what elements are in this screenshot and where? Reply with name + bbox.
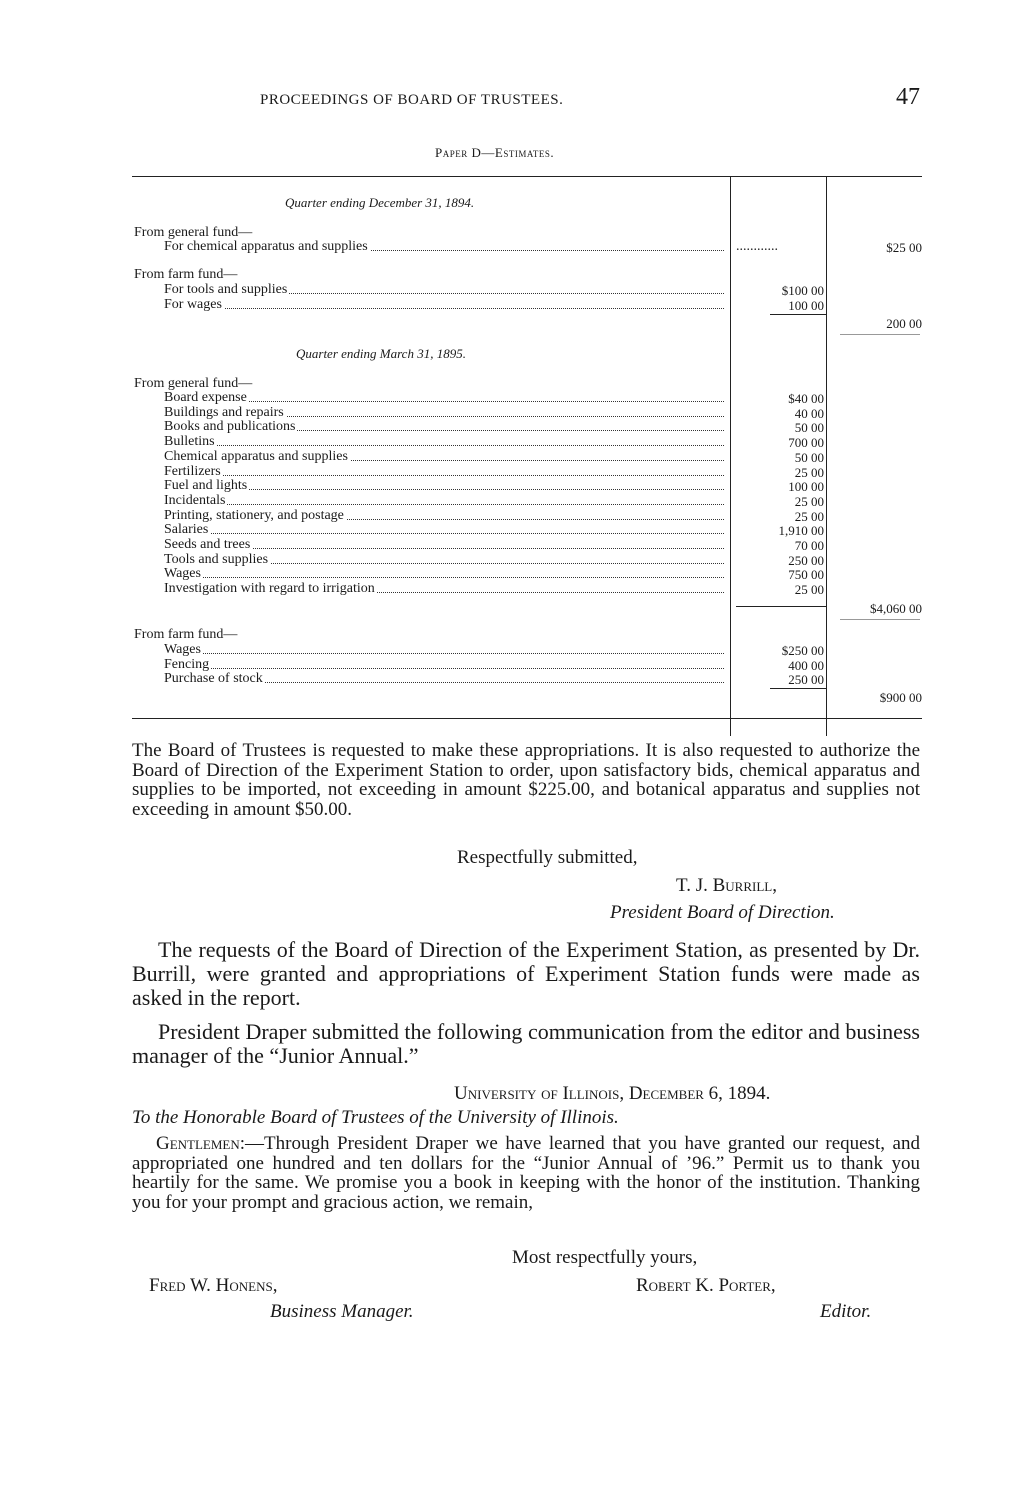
body-paragraph-1: The requests of the Board of Direction of the Experiment Station, as presented by Dr. Burrill, were granted and appropriations of Experiment Station funds were made as asked in the report. — [132, 937, 920, 1010]
item-label: Wages — [164, 642, 201, 657]
leader-dots — [164, 656, 724, 672]
table-row — [164, 465, 724, 479]
signer-title: President Board of Direction. — [610, 902, 835, 923]
q1-chemical-total: $25 00 — [886, 240, 922, 255]
q1-wages-label: For wages — [164, 297, 222, 312]
item-label: Fertilizers — [164, 463, 221, 479]
q1-chemical-label: For chemical apparatus and supplies — [164, 239, 368, 254]
q2-general-total: $4,060 00 — [870, 601, 922, 616]
item-amount: 25 00 — [794, 508, 824, 524]
leader-dots — [164, 492, 724, 508]
table-row — [164, 435, 724, 449]
editor-name: Robert K. Porter, — [636, 1275, 776, 1296]
table-row — [164, 420, 724, 434]
item-amount: 50 00 — [794, 449, 824, 465]
q2-general-subtotal-rule — [736, 606, 826, 607]
item-amount: 400 00 — [788, 657, 824, 673]
q1-farm-fund-label: From farm fund— — [134, 267, 238, 282]
item-label: Buildings and repairs — [164, 404, 284, 420]
item-amount: 40 00 — [794, 405, 824, 421]
q2-farm-subtotal-rule — [770, 688, 826, 689]
item-label: Investigation with regard to irrigation — [164, 581, 375, 597]
table-row — [164, 672, 724, 686]
table-row — [164, 450, 724, 464]
quarter-heading-dec-1894: Quarter ending December 31, 1894. — [285, 195, 475, 210]
letter-dateline: University of Illinois, December 6, 1894. — [454, 1083, 771, 1104]
q1-wages-row — [164, 298, 724, 312]
item-label: Fencing — [164, 656, 210, 672]
item-amount: 250 00 — [788, 552, 824, 568]
table-row — [164, 479, 724, 493]
letter-salutation: To the Honorable Board of Trustees of the University of Illinois. — [132, 1107, 619, 1128]
q1-tools-label: For tools and supplies — [164, 282, 288, 297]
total-column-rule — [826, 176, 827, 736]
item-label: Seeds and trees — [164, 537, 251, 552]
q1-tools-row — [164, 283, 724, 297]
page-number: 47 — [896, 84, 920, 110]
item-label: Salaries — [164, 522, 209, 538]
letter-body — [132, 1134, 920, 1212]
request-paragraph: The Board of Trustees is requested to make these appropriations. It is also requested to authorize the Board of Direction of the Experiment Station to order, upon satisfactory bids, chemical apparatus and supplies to be imported, not exceeding in amount $225.00, and botanical apparatus and supplies not exceeding in amount $50.00. — [132, 740, 920, 820]
signer-name: T. J. Burrill, — [676, 875, 777, 896]
business-manager-title: Business Manager. — [270, 1301, 414, 1322]
letter-closing: Most respectfully yours, — [512, 1247, 698, 1268]
item-label: Tools and supplies — [164, 551, 269, 567]
table-row — [164, 643, 724, 657]
table-row — [164, 391, 724, 405]
table-row — [164, 582, 724, 596]
table-top-rule — [132, 176, 922, 177]
item-amount: 750 00 — [788, 567, 824, 583]
leader-dots — [164, 522, 724, 538]
item-label: Incidentals — [164, 492, 226, 508]
section-title: Paper D—Estimates. — [435, 145, 555, 160]
item-label: Bulletins — [164, 434, 215, 450]
q2-farm-total: $900 00 — [879, 690, 922, 705]
item-amount: 25 00 — [794, 464, 824, 480]
item-label: Chemical apparatus and supplies — [164, 448, 348, 464]
item-amount: 1,910 00 — [778, 523, 824, 539]
item-amount: 25 00 — [794, 493, 824, 509]
item-amount: $40 00 — [788, 391, 824, 406]
q1-chemical-leader: ............ — [736, 239, 778, 254]
table-row — [164, 509, 724, 523]
leader-dots — [164, 642, 724, 657]
item-amount: 70 00 — [794, 538, 824, 553]
q1-wages-amount: 100 00 — [788, 298, 824, 313]
letter-body-text: —Through President Draper we have learned that you have granted our request, and appropriated one hundred and ten dollars for the “Junior Annual of ’96.” Permit us to thank you heartily for the same. We promise you a book in keeping with the honor of the institution. Thanking you for your prompt and gracious action, we remain, — [132, 1133, 920, 1213]
q1-total-rule — [840, 334, 920, 335]
table-row — [164, 567, 724, 581]
q1-subtotal-rule — [770, 314, 826, 315]
item-label: Books and publications — [164, 419, 296, 435]
item-amount: 250 00 — [788, 672, 824, 688]
item-amount: 25 00 — [794, 582, 824, 598]
body-paragraph-2: President Draper submitted the following communication from the editor and business manager of the “Junior Annual.” — [132, 1019, 920, 1068]
item-label: Fuel and lights — [164, 478, 248, 494]
table-bottom-rule — [132, 718, 922, 719]
q1-tools-amount: $100 00 — [781, 283, 824, 298]
running-title: PROCEEDINGS OF BOARD OF TRUSTEES. — [260, 92, 564, 108]
table-row — [164, 523, 724, 537]
item-label: Board expense — [164, 390, 247, 405]
table-row — [164, 553, 724, 567]
letter-gentlemen: Gentlemen: — [156, 1133, 246, 1154]
item-amount: $250 00 — [781, 643, 824, 658]
q2-general-fund-label: From general fund— — [134, 376, 253, 391]
leader-dots — [164, 297, 724, 312]
leader-dots — [164, 566, 724, 582]
item-label: Printing, stationery, and postage — [164, 507, 344, 523]
table-row — [164, 494, 724, 508]
table-row — [164, 658, 724, 672]
q2-farm-fund-label: From farm fund— — [134, 627, 238, 642]
q1-chemical-row — [164, 240, 724, 254]
respectfully-submitted: Respectfully submitted, — [457, 847, 638, 868]
item-label: Wages — [164, 566, 201, 582]
business-manager-name: Fred W. Honens, — [149, 1275, 278, 1296]
item-amount: 100 00 — [788, 479, 824, 495]
editor-title: Editor. — [820, 1301, 872, 1322]
table-row — [164, 538, 724, 552]
quarter-heading-mar-1895: Quarter ending March 31, 1895. — [296, 346, 466, 361]
leader-dots — [164, 434, 724, 450]
item-amount: 50 00 — [794, 420, 824, 436]
item-label: Purchase of stock — [164, 671, 263, 687]
amount-column-rule — [730, 176, 731, 736]
table-row — [164, 406, 724, 420]
q1-general-fund-label: From general fund— — [134, 225, 253, 240]
leader-dots — [164, 463, 724, 479]
q1-farm-total: 200 00 — [886, 316, 922, 331]
item-amount: 700 00 — [788, 435, 824, 451]
q2-general-total-rule — [840, 619, 920, 620]
